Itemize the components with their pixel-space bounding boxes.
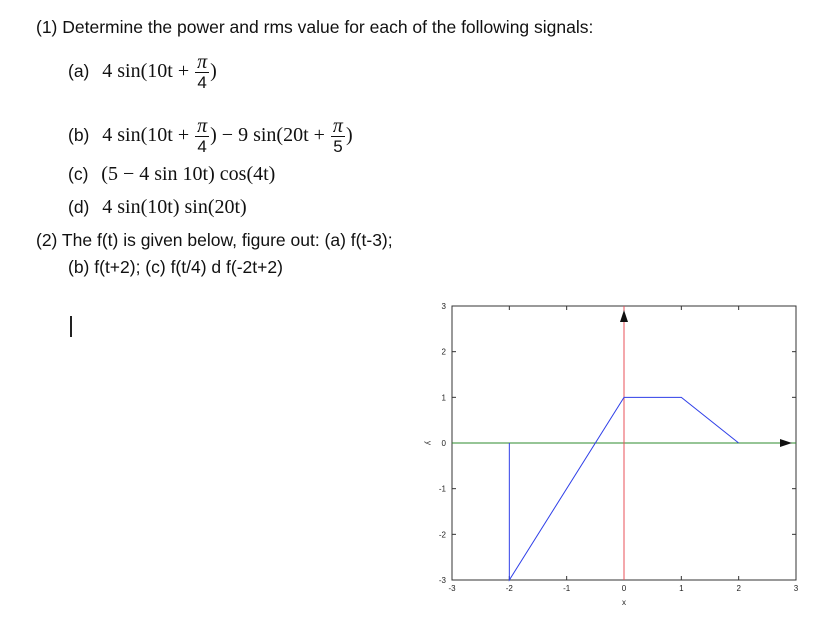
x-tick-label: -1	[563, 584, 571, 593]
question-2-line-2: (b) f(t+2); (c) f(t/4) d f(-2t+2)	[68, 257, 283, 277]
question-2-line-1: (2) The f(t) is given below, figure out: (a) f(t-3);	[36, 230, 393, 250]
y-tick-label: -1	[438, 484, 446, 494]
x-tick-label: 2	[736, 584, 741, 593]
x-axis-arrow	[780, 439, 792, 447]
y-tick-label: -2	[438, 530, 446, 540]
y-tick-label: 3	[441, 302, 446, 311]
item-label: (c)	[68, 164, 89, 184]
fraction: $\frac{\pi}{4}$	[197, 51, 208, 92]
item-label: (b)	[68, 125, 90, 146]
question-1-header: (1) Determine the power and rms value for each of the following signals:	[36, 17, 594, 37]
x-tick-label: -2	[505, 584, 513, 593]
item-label: (d)	[68, 197, 90, 217]
expression: (5 − 4 sin 10t) cos(4t)	[101, 163, 276, 185]
x-axis-label: x	[622, 598, 626, 607]
y-tick-label: 2	[441, 347, 446, 357]
item-label: (a)	[68, 61, 90, 82]
x-tick-label: 0	[621, 584, 627, 593]
x-tick-label: 3	[793, 584, 799, 593]
expression: 4 sin(10t + $\frac{\pi}{4}$ )	[102, 51, 217, 92]
expression: 4 sin(10t) sin(20t)	[102, 196, 247, 218]
y-tick-label: 0	[441, 439, 446, 448]
y-axis-arrow	[620, 310, 628, 322]
fraction: $\frac{\pi}{5}$	[332, 115, 343, 156]
y-axis-label: y	[424, 441, 433, 445]
y-tick-label: 1	[441, 393, 446, 403]
x-tick-label: 1	[679, 584, 684, 593]
y-tick-label: -3	[438, 576, 446, 585]
expression: 4 sin(10t + $\frac{\pi}{4}$ ) − 9 sin(20t + $\frac{\pi}{5}$ )	[102, 115, 353, 156]
fraction: $\frac{\pi}{4}$	[197, 115, 208, 156]
x-tick-label: -3	[448, 584, 456, 593]
